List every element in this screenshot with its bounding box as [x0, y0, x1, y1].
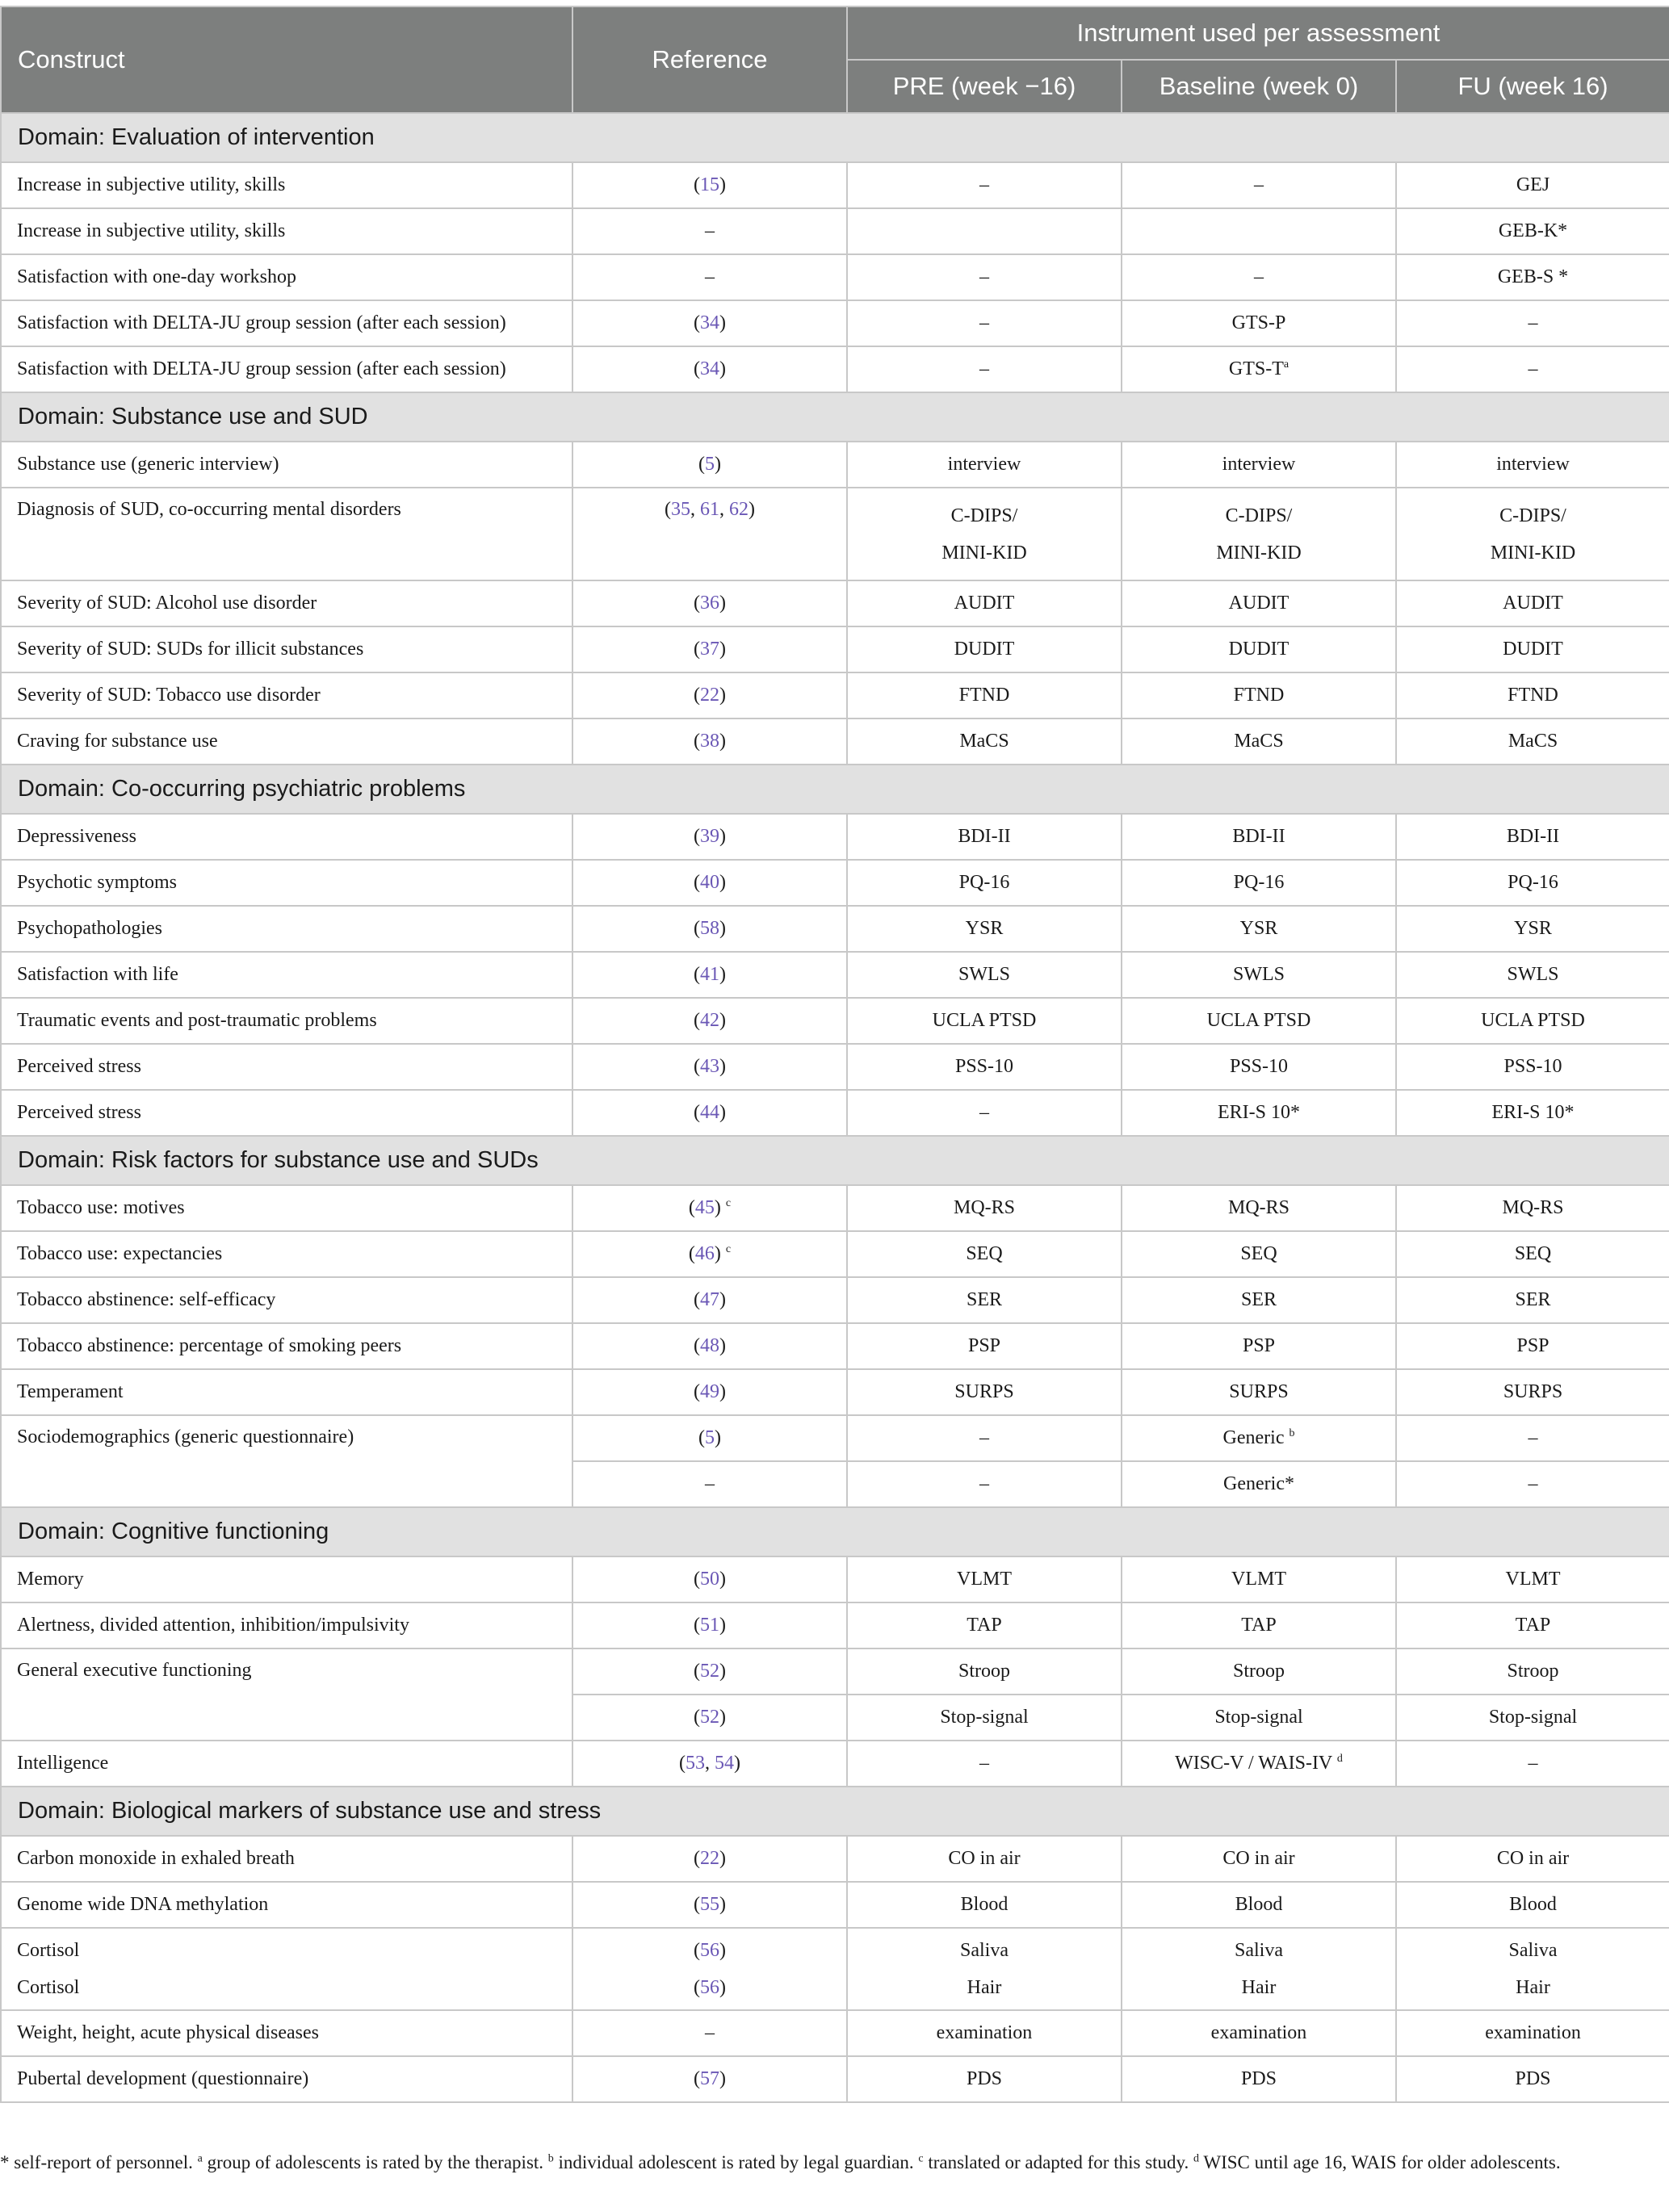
table-row — [1, 1277, 1669, 1323]
instrument-line: C-DIPS/ — [1225, 505, 1293, 526]
table-row — [1, 1741, 1669, 1787]
pre-cell: – — [847, 300, 1122, 346]
reference-cell: (42) — [572, 998, 847, 1044]
construct-line: Cortisol — [17, 1940, 80, 1961]
construct-cell: Psychotic symptoms — [1, 860, 572, 906]
pre-cell: PSP — [847, 1323, 1122, 1369]
fu-cell: PDS — [1396, 2056, 1669, 2102]
domain-row — [1, 1507, 1669, 1556]
baseline-cell — [1122, 1928, 1396, 2010]
citation-link[interactable]: 61 — [700, 499, 719, 520]
domain-label: Domain: Risk factors for substance use and SUDs — [1, 1136, 1669, 1185]
baseline-cell: examination — [1122, 2010, 1396, 2056]
citation-link[interactable]: 43 — [700, 1056, 719, 1077]
construct-cell: Alertness, divided attention, inhibition/impulsivity — [1, 1602, 572, 1649]
instrument-line: C-DIPS/ — [950, 505, 1018, 526]
instrument-line: MINI-KID — [941, 542, 1027, 563]
reference-cell: (38) — [572, 718, 847, 765]
reference-cell: (15) — [572, 162, 847, 208]
table-footnote — [0, 2149, 1663, 2176]
fu-cell: PSP — [1396, 1323, 1669, 1369]
pre-cell: PQ-16 — [847, 860, 1122, 906]
reference-cell: (5) — [572, 1415, 847, 1461]
baseline-cell: GTS-P — [1122, 300, 1396, 346]
construct-cell: Pubertal development (questionnaire) — [1, 2056, 572, 2102]
pre-cell: BDI-II — [847, 814, 1122, 860]
baseline-cell: BDI-II — [1122, 814, 1396, 860]
footnote-marker: a — [197, 2152, 203, 2165]
table-row — [1, 1836, 1669, 1882]
pre-cell: – — [847, 1090, 1122, 1136]
footnote-b: individual adolescent is rated by legal guardian. — [558, 2152, 914, 2172]
reference-cell: – — [572, 208, 847, 254]
citation-link[interactable]: 52 — [700, 1661, 719, 1682]
construct-cell: Temperament — [1, 1369, 572, 1415]
instrument-line: MINI-KID — [1490, 542, 1576, 563]
reference-cell: (40) — [572, 860, 847, 906]
footnote-c: translated or adapted for this study. — [928, 2152, 1189, 2172]
pre-cell: CO in air — [847, 1836, 1122, 1882]
pre-cell: SEQ — [847, 1231, 1122, 1277]
reference-cell: (47) — [572, 1277, 847, 1323]
pre-cell — [847, 1928, 1122, 2010]
fu-cell: YSR — [1396, 906, 1669, 952]
construct-cell: Severity of SUD: Alcohol use disorder — [1, 580, 572, 626]
table-row — [1, 1649, 1669, 1695]
table-row — [1, 488, 1669, 580]
baseline-cell: ERI-S 10* — [1122, 1090, 1396, 1136]
baseline-cell: – — [1122, 162, 1396, 208]
reference-cell: (46) $^c$ — [572, 1231, 847, 1277]
fu-cell: SWLS — [1396, 952, 1669, 998]
baseline-cell: CO in air — [1122, 1836, 1396, 1882]
footnote-marker: a — [1283, 358, 1289, 371]
footnote-marker: d — [1336, 1753, 1343, 1765]
instrument-table-container — [0, 6, 1669, 2103]
citation-link[interactable]: 62 — [729, 499, 749, 520]
domain-label: Domain: Substance use and SUD — [1, 392, 1669, 442]
header-reference: Reference — [572, 6, 847, 113]
pre-cell: Stop-signal — [847, 1695, 1122, 1741]
fu-cell: GEB-S * — [1396, 254, 1669, 300]
construct-cell: Severity of SUD: Tobacco use disorder — [1, 672, 572, 718]
reference-cell: – — [572, 254, 847, 300]
table-row — [1, 208, 1669, 254]
reference-line: (56) — [694, 1977, 726, 1998]
reference-cell: (34) — [572, 346, 847, 392]
fu-cell: MaCS — [1396, 718, 1669, 765]
domain-label: Domain: Biological markers of substance use and stress — [1, 1787, 1669, 1836]
construct-cell: Diagnosis of SUD, co-occurring mental disorders — [1, 488, 572, 580]
citation-link[interactable]: 44 — [700, 1102, 719, 1123]
construct-line: Cortisol — [17, 1977, 80, 1998]
citation-link[interactable]: 56 — [700, 1977, 719, 1998]
construct-cell: Intelligence — [1, 1741, 572, 1787]
instrument-table — [0, 6, 1669, 2103]
pre-cell: SURPS — [847, 1369, 1122, 1415]
reference-cell: (22) — [572, 672, 847, 718]
construct-cell: Weight, height, acute physical diseases — [1, 2010, 572, 2056]
domain-row — [1, 1136, 1669, 1185]
pre-cell: PSS-10 — [847, 1044, 1122, 1090]
citation-link[interactable]: 35 — [671, 499, 690, 520]
baseline-cell: MaCS — [1122, 718, 1396, 765]
citation-link[interactable]: 53 — [686, 1753, 705, 1774]
footnote-marker: c — [918, 2152, 924, 2165]
footnote-marker: b — [547, 2152, 554, 2165]
construct-cell: Satisfaction with DELTA-JU group session (after each session) — [1, 346, 572, 392]
citation-link[interactable]: 41 — [700, 964, 719, 985]
construct-cell: Genome wide DNA methylation — [1, 1882, 572, 1928]
citation-link[interactable]: 54 — [715, 1753, 734, 1774]
instrument-line: Saliva — [1508, 1940, 1558, 1961]
pre-cell — [847, 208, 1122, 254]
citation-link[interactable]: 5 — [705, 454, 715, 475]
instrument-name: Generic — [1222, 1427, 1285, 1448]
baseline-cell: DUDIT — [1122, 626, 1396, 672]
construct-cell: Perceived stress — [1, 1090, 572, 1136]
reference-cell: (22) — [572, 1836, 847, 1882]
fu-cell: CO in air — [1396, 1836, 1669, 1882]
citation-link[interactable]: 34 — [700, 312, 719, 333]
table-row — [1, 2010, 1669, 2056]
domain-row — [1, 765, 1669, 814]
instrument-line: C-DIPS/ — [1499, 505, 1566, 526]
pre-cell: UCLA PTSD — [847, 998, 1122, 1044]
baseline-cell — [1122, 488, 1396, 580]
table-row — [1, 1556, 1669, 1602]
baseline-cell: Stroop — [1122, 1649, 1396, 1695]
fu-cell: Stop-signal — [1396, 1695, 1669, 1741]
baseline-cell: PDS — [1122, 2056, 1396, 2102]
baseline-cell — [1122, 1415, 1396, 1461]
reference-cell: (55) — [572, 1882, 847, 1928]
instrument-line: MINI-KID — [1216, 542, 1302, 563]
citation-link[interactable]: 46 — [694, 1243, 715, 1264]
citation-link[interactable]: 58 — [700, 918, 719, 939]
table-row — [1, 1231, 1669, 1277]
table-row — [1, 998, 1669, 1044]
fu-cell: SER — [1396, 1277, 1669, 1323]
pre-cell: examination — [847, 2010, 1122, 2056]
fu-cell — [1396, 1928, 1669, 2010]
baseline-cell: PQ-16 — [1122, 860, 1396, 906]
fu-cell: interview — [1396, 442, 1669, 488]
construct-cell: Depressiveness — [1, 814, 572, 860]
baseline-cell — [1122, 208, 1396, 254]
table-row — [1, 672, 1669, 718]
table-row — [1, 442, 1669, 488]
table-row — [1, 1602, 1669, 1649]
reference-cell: (57) — [572, 2056, 847, 2102]
fu-cell: UCLA PTSD — [1396, 998, 1669, 1044]
construct-cell: Substance use (generic interview) — [1, 442, 572, 488]
reference-cell: (43) — [572, 1044, 847, 1090]
construct-cell: Craving for substance use — [1, 718, 572, 765]
pre-cell: DUDIT — [847, 626, 1122, 672]
domain-label: Domain: Evaluation of intervention — [1, 113, 1669, 162]
fu-cell: DUDIT — [1396, 626, 1669, 672]
reference-cell: (41) — [572, 952, 847, 998]
baseline-cell: PSS-10 — [1122, 1044, 1396, 1090]
citation-link[interactable]: 48 — [700, 1335, 719, 1356]
table-row — [1, 1882, 1669, 1928]
fu-cell: PQ-16 — [1396, 860, 1669, 906]
baseline-cell — [1122, 1741, 1396, 1787]
citation-link[interactable]: 5 — [705, 1427, 715, 1448]
table-row — [1, 1090, 1669, 1136]
pre-cell: – — [847, 254, 1122, 300]
pre-cell: SWLS — [847, 952, 1122, 998]
fu-cell: SEQ — [1396, 1231, 1669, 1277]
table-row — [1, 906, 1669, 952]
construct-cell — [1, 1928, 572, 2010]
fu-cell: BDI-II — [1396, 814, 1669, 860]
fu-cell: FTND — [1396, 672, 1669, 718]
pre-cell: YSR — [847, 906, 1122, 952]
pre-cell: – — [847, 1461, 1122, 1507]
domain-row — [1, 113, 1669, 162]
baseline-cell: – — [1122, 254, 1396, 300]
reference-cell: (37) — [572, 626, 847, 672]
instrument-line: Saliva — [960, 1940, 1009, 1961]
fu-cell: GEJ — [1396, 162, 1669, 208]
table-row — [1, 580, 1669, 626]
fu-cell: – — [1396, 346, 1669, 392]
baseline-cell: Blood — [1122, 1882, 1396, 1928]
table-row — [1, 626, 1669, 672]
citation-link[interactable]: 38 — [700, 731, 719, 752]
reference-cell: (39) — [572, 814, 847, 860]
footnote-a: group of adolescents is rated by the therapist. — [207, 2152, 544, 2172]
construct-cell: Perceived stress — [1, 1044, 572, 1090]
table-row — [1, 952, 1669, 998]
baseline-cell: Stop-signal — [1122, 1695, 1396, 1741]
fu-cell: – — [1396, 300, 1669, 346]
pre-cell: AUDIT — [847, 580, 1122, 626]
table-row — [1, 814, 1669, 860]
citation-link[interactable]: 55 — [700, 1894, 719, 1915]
baseline-cell: SWLS — [1122, 952, 1396, 998]
reference-cell: (45) $^c$ — [572, 1185, 847, 1231]
baseline-cell: MQ-RS — [1122, 1185, 1396, 1231]
reference-cell: (52) — [572, 1649, 847, 1695]
pre-cell: interview — [847, 442, 1122, 488]
reference-cell: (51) — [572, 1602, 847, 1649]
citation-link[interactable]: 42 — [700, 1010, 719, 1031]
fu-cell: – — [1396, 1415, 1669, 1461]
reference-cell: – — [572, 2010, 847, 2056]
table-row — [1, 300, 1669, 346]
pre-cell: – — [847, 346, 1122, 392]
construct-cell: Tobacco abstinence: self-efficacy — [1, 1277, 572, 1323]
instrument-name: GTS-T — [1228, 358, 1284, 379]
reference-cell: (53, 54) — [572, 1741, 847, 1787]
reference-cell: (35, 61, 62) — [572, 488, 847, 580]
construct-cell: Psychopathologies — [1, 906, 572, 952]
citation-link[interactable]: 15 — [700, 174, 719, 195]
domain-row — [1, 1787, 1669, 1836]
baseline-cell: SER — [1122, 1277, 1396, 1323]
construct-cell: Increase in subjective utility, skills — [1, 208, 572, 254]
reference-cell: (52) — [572, 1695, 847, 1741]
table-row — [1, 860, 1669, 906]
citation-link[interactable]: 52 — [700, 1707, 719, 1728]
instrument-line: Hair — [967, 1977, 1002, 1998]
citation-link[interactable]: 49 — [700, 1381, 719, 1402]
table-row — [1, 254, 1669, 300]
citation-link[interactable]: 57 — [700, 2068, 719, 2089]
construct-cell: Memory — [1, 1556, 572, 1602]
citation-link[interactable]: 37 — [700, 639, 719, 660]
fu-cell — [1396, 488, 1669, 580]
footnote-d: WISC until age 16, WAIS for older adolescents. — [1203, 2152, 1561, 2172]
reference-cell: (58) — [572, 906, 847, 952]
citation-link[interactable]: 50 — [700, 1569, 719, 1590]
pre-cell: VLMT — [847, 1556, 1122, 1602]
pre-cell: – — [847, 1415, 1122, 1461]
footnote-star: * self-report of personnel. — [0, 2152, 193, 2172]
baseline-cell: AUDIT — [1122, 580, 1396, 626]
reference-cell: – — [572, 1461, 847, 1507]
instrument-name: WISC-V / WAIS-IV — [1175, 1753, 1332, 1774]
pre-cell — [847, 488, 1122, 580]
reference-cell: (48) — [572, 1323, 847, 1369]
header-baseline: Baseline (week 0) — [1122, 60, 1396, 113]
footnote-marker: c — [725, 1197, 732, 1209]
citation-link[interactable]: 51 — [700, 1615, 719, 1636]
baseline-cell: SURPS — [1122, 1369, 1396, 1415]
citation-link[interactable]: 56 — [700, 1940, 719, 1961]
fu-cell: – — [1396, 1461, 1669, 1507]
pre-cell: TAP — [847, 1602, 1122, 1649]
baseline-cell: FTND — [1122, 672, 1396, 718]
citation-link[interactable]: 36 — [700, 593, 719, 614]
domain-label: Domain: Co-occurring psychiatric problems — [1, 765, 1669, 814]
footnote-marker: c — [725, 1243, 732, 1255]
fu-cell: – — [1396, 1741, 1669, 1787]
fu-cell: PSS-10 — [1396, 1044, 1669, 1090]
table-row — [1, 346, 1669, 392]
pre-cell: Blood — [847, 1882, 1122, 1928]
header-instrument-group: Instrument used per assessment — [847, 6, 1669, 60]
baseline-cell: VLMT — [1122, 1556, 1396, 1602]
reference-cell: (44) — [572, 1090, 847, 1136]
instrument-line: Saliva — [1235, 1940, 1283, 1961]
header-fu: FU (week 16) — [1396, 60, 1669, 113]
fu-cell: examination — [1396, 2010, 1669, 2056]
construct-cell: Carbon monoxide in exhaled breath — [1, 1836, 572, 1882]
baseline-cell: YSR — [1122, 906, 1396, 952]
construct-cell: Satisfaction with life — [1, 952, 572, 998]
table-row — [1, 1415, 1669, 1461]
fu-cell: AUDIT — [1396, 580, 1669, 626]
construct-cell: Tobacco use: motives — [1, 1185, 572, 1231]
citation-link[interactable]: 47 — [700, 1289, 719, 1310]
reference-cell: (36) — [572, 580, 847, 626]
baseline-cell: SEQ — [1122, 1231, 1396, 1277]
fu-cell: VLMT — [1396, 1556, 1669, 1602]
reference-cell: (50) — [572, 1556, 847, 1602]
fu-cell: Blood — [1396, 1882, 1669, 1928]
pre-cell: SER — [847, 1277, 1122, 1323]
fu-cell: MQ-RS — [1396, 1185, 1669, 1231]
reference-line: (56) — [694, 1940, 726, 1961]
baseline-cell: interview — [1122, 442, 1396, 488]
pre-cell: – — [847, 1741, 1122, 1787]
citation-link[interactable]: 39 — [700, 826, 719, 847]
reference-cell — [572, 1928, 847, 2010]
baseline-cell: PSP — [1122, 1323, 1396, 1369]
pre-cell: MQ-RS — [847, 1185, 1122, 1231]
citation-link[interactable]: 45 — [694, 1197, 715, 1218]
instrument-line: Hair — [1516, 1977, 1550, 1998]
pre-cell: MaCS — [847, 718, 1122, 765]
header-construct: Construct — [1, 6, 572, 113]
citation-link[interactable]: 34 — [700, 358, 719, 379]
pre-cell: – — [847, 162, 1122, 208]
fu-cell: SURPS — [1396, 1369, 1669, 1415]
construct-cell: Severity of SUD: SUDs for illicit substances — [1, 626, 572, 672]
fu-cell: TAP — [1396, 1602, 1669, 1649]
table-row — [1, 1044, 1669, 1090]
reference-cell: (5) — [572, 442, 847, 488]
construct-cell: Traumatic events and post-traumatic problems — [1, 998, 572, 1044]
header-pre: PRE (week −16) — [847, 60, 1122, 113]
table-row — [1, 162, 1669, 208]
construct-cell: Satisfaction with one-day workshop — [1, 254, 572, 300]
construct-cell: Satisfaction with DELTA-JU group session (after each session) — [1, 300, 572, 346]
reference-cell: (34) — [572, 300, 847, 346]
fu-cell: ERI-S 10* — [1396, 1090, 1669, 1136]
table-row — [1, 718, 1669, 765]
baseline-cell: UCLA PTSD — [1122, 998, 1396, 1044]
construct-cell: Increase in subjective utility, skills — [1, 162, 572, 208]
fu-cell: GEB-K* — [1396, 208, 1669, 254]
instrument-line: Hair — [1241, 1977, 1277, 1998]
table-row — [1, 1185, 1669, 1231]
domain-row — [1, 392, 1669, 442]
construct-cell: Tobacco abstinence: percentage of smoking peers — [1, 1323, 572, 1369]
construct-cell: General executive functioning — [1, 1649, 572, 1741]
table-row — [1, 1323, 1669, 1369]
domain-label: Domain: Cognitive functioning — [1, 1507, 1669, 1556]
citation-link[interactable]: 22 — [700, 1848, 719, 1869]
baseline-cell: Generic* — [1122, 1461, 1396, 1507]
footnote-marker: d — [1193, 2152, 1200, 2165]
citation-link[interactable]: 40 — [700, 872, 719, 893]
footnote-marker: b — [1289, 1427, 1295, 1439]
construct-cell: Tobacco use: expectancies — [1, 1231, 572, 1277]
baseline-cell — [1122, 346, 1396, 392]
table-row — [1, 1369, 1669, 1415]
pre-cell: FTND — [847, 672, 1122, 718]
construct-cell: Sociodemographics (generic questionnaire) — [1, 1415, 572, 1507]
pre-cell: PDS — [847, 2056, 1122, 2102]
pre-cell: Stroop — [847, 1649, 1122, 1695]
citation-link[interactable]: 22 — [700, 685, 719, 706]
table-row — [1, 2056, 1669, 2102]
table-row — [1, 1928, 1669, 2010]
reference-cell: (49) — [572, 1369, 847, 1415]
fu-cell: Stroop — [1396, 1649, 1669, 1695]
baseline-cell: TAP — [1122, 1602, 1396, 1649]
